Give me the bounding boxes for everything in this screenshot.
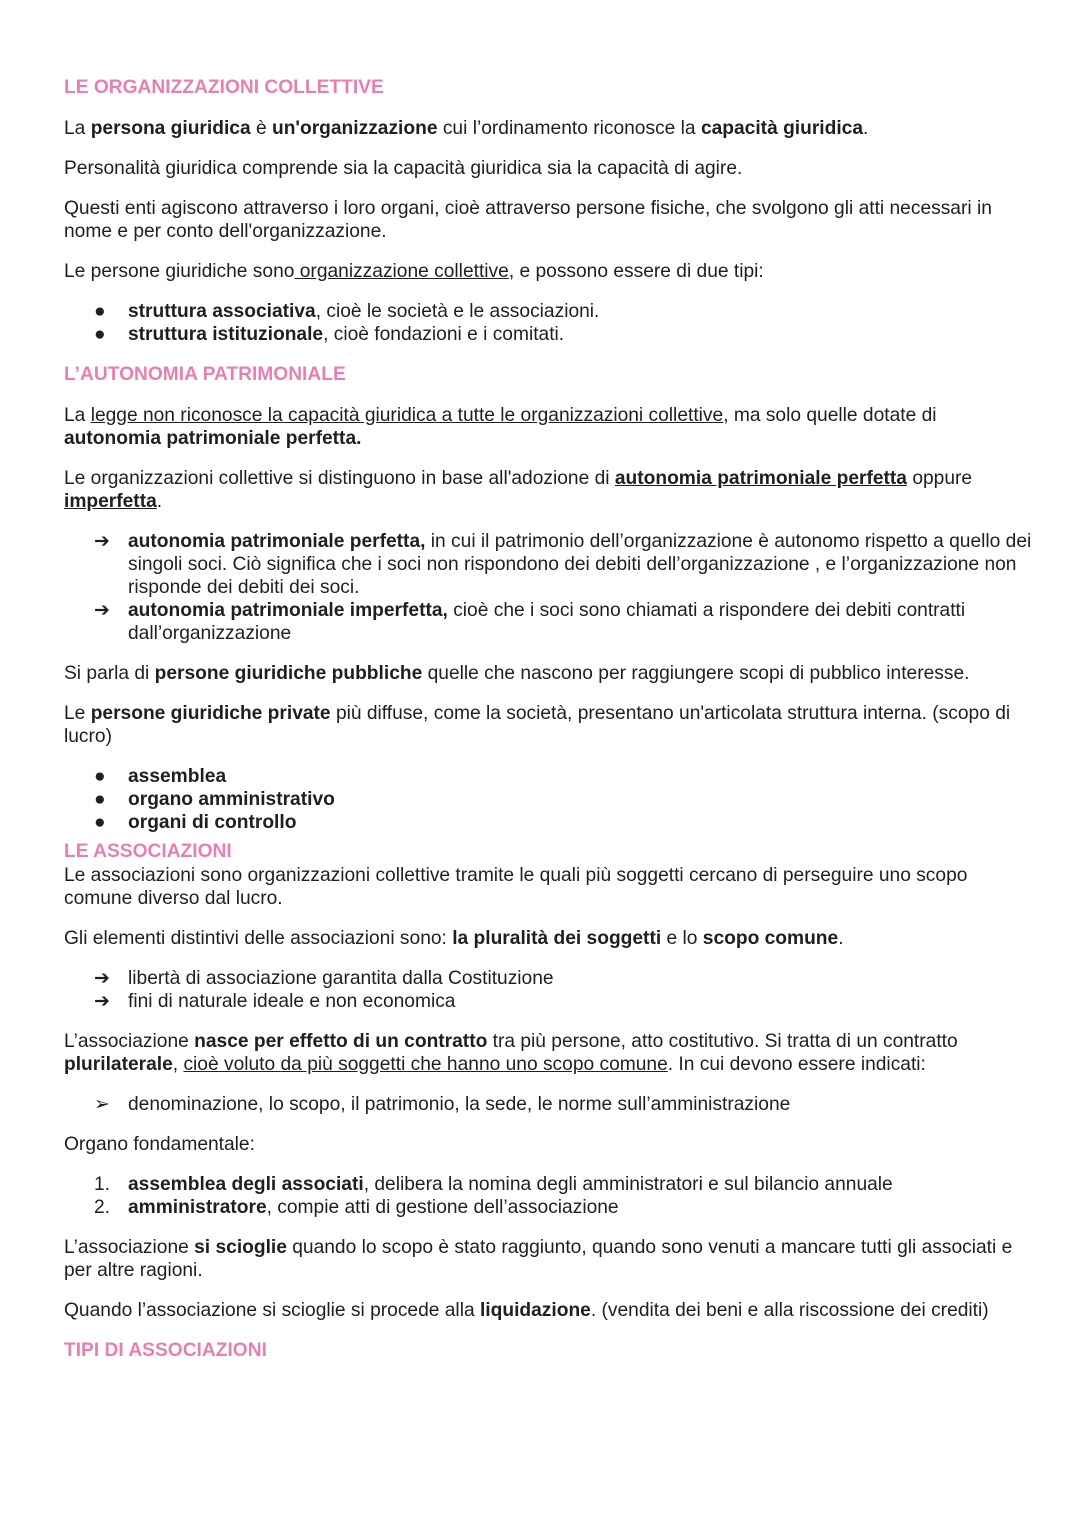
list-item: 2. amministratore, compie atti di gestione dell’associazione: [94, 1197, 619, 1218]
list-number: 1.: [94, 1174, 111, 1195]
paragraph: Le persone giuridiche private più diffuse, come la società, presentano un'articolata struttura interna. (scopo di lucro): [64, 703, 1011, 747]
list-item: ● struttura istituzionale, cioè fondazioni e i comitati.: [94, 324, 565, 345]
paragraph: Si parla di persone giuridiche pubbliche quelle che nascono per raggiungere scopi di pubblico interesse.: [64, 663, 970, 684]
section-title: LE ORGANIZZAZIONI COLLETTIVE: [64, 77, 384, 98]
paragraph: L’associazione si scioglie quando lo scopo è stato raggiunto, quando sono venuti a mancare tutti gli associati e per altre ragioni.: [64, 1237, 1013, 1281]
paragraph: Personalità giuridica comprende sia la capacità giuridica sia la capacità di agire.: [64, 158, 743, 179]
paragraph: Gli elementi distintivi delle associazioni sono: la pluralità dei soggetti e lo scopo comune.: [64, 928, 844, 949]
bullet-icon: ●: [94, 301, 106, 322]
list-item: ➔ fini di naturale ideale e non economica: [94, 991, 456, 1012]
list-item: ➢ denominazione, lo scopo, il patrimonio, la sede, le norme sull’amministrazione: [94, 1094, 791, 1115]
paragraph: Le associazioni sono organizzazioni collettive tramite le quali più soggetti cercano di perseguire uno scopo comune diverso dal lucro.: [64, 865, 968, 909]
document-page: [64, 76, 1034, 1363]
list-item: ➔ libertà di associazione garantita dalla Costituzione: [94, 968, 554, 989]
paragraph: La persona giuridica è un'organizzazione cui l’ordinamento riconosce la capacità giuridica.: [64, 118, 869, 139]
arrow-list: [64, 530, 1034, 645]
list-item: ● organo amministrativo: [94, 789, 335, 810]
list-item: ● assemblea: [94, 766, 227, 787]
paragraph: Questi enti agiscono attraverso i loro organi, cioè attraverso persone fisiche, che svolgono gli atti necessari in nome e per conto dell'organizzazione.: [64, 198, 992, 242]
list-number: 2.: [94, 1197, 111, 1218]
arrow-icon: ➔: [94, 991, 111, 1012]
list-item: 1. assemblea degli associati, delibera la nomina degli amministratori e sul bilancio annuale: [94, 1174, 893, 1195]
section-title: L’AUTONOMIA PATRIMONIALE: [64, 364, 346, 385]
list-item: ➔ autonomia patrimoniale perfetta, in cui il patrimonio dell’organizzazione è autonomo rispetto a quello dei singoli soci. Ciò significa che i soci non rispondono dei debiti dell’organizzazione , e l’organizzazione non risponde dei debiti dei soci.: [94, 531, 1032, 598]
bullet-icon: ●: [94, 812, 106, 833]
paragraph: Le persone giuridiche sono organizzazione collettive, e possono essere di due tipi:: [64, 261, 764, 282]
bullet-icon: ●: [94, 789, 106, 810]
paragraph: La legge non riconosce la capacità giuridica a tutte le organizzazioni collettive, ma solo quelle dotate di autonomia patrimoniale perfetta.: [64, 405, 937, 449]
arrow-icon: ➔: [94, 600, 111, 621]
chevron-icon: ➢: [94, 1094, 111, 1115]
bullet-list: [64, 300, 1034, 346]
paragraph: Organo fondamentale:: [64, 1134, 255, 1155]
arrow-list: [64, 967, 1034, 1013]
paragraph: Le organizzazioni collettive si distinguono in base all'adozione di autonomia patrimoniale perfetta oppure imperfetta.: [64, 468, 973, 512]
paragraph: Quando l’associazione si scioglie si procede alla liquidazione. (vendita dei beni e alla riscossione dei crediti): [64, 1300, 989, 1321]
section-title: LE ASSOCIAZIONI: [64, 841, 232, 862]
chevron-list: [64, 1093, 1034, 1116]
bullet-icon: ●: [94, 766, 106, 787]
bullet-list: [64, 765, 1034, 834]
list-item: ● struttura associativa, cioè le società e le associazioni.: [94, 301, 600, 322]
paragraph: L’associazione nasce per effetto di un contratto tra più persone, atto costitutivo. Si tratta di un contratto plurilaterale, cioè voluto da più soggetti che hanno uno scopo comune. In cui devono essere indicati:: [64, 1031, 958, 1075]
arrow-icon: ➔: [94, 968, 111, 989]
bullet-icon: ●: [94, 324, 106, 345]
arrow-icon: ➔: [94, 531, 111, 552]
list-item: ➔ autonomia patrimoniale imperfetta, cioè che i soci sono chiamati a rispondere dei debiti contratti dall’organizzazione: [94, 600, 966, 644]
numbered-list: [64, 1173, 1034, 1219]
list-item: ● organi di controllo: [94, 812, 297, 833]
section-title: TIPI DI ASSOCIAZIONI: [64, 1340, 267, 1361]
